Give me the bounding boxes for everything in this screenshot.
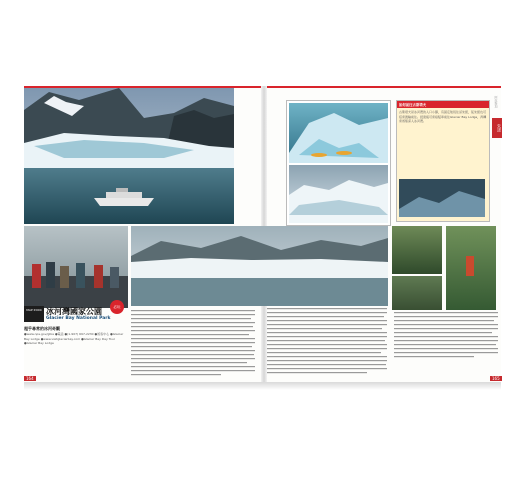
right-top-band	[267, 86, 501, 88]
page-shadow	[24, 382, 501, 390]
sidebar-title: 如何前往古斯塔夫	[397, 101, 489, 108]
section-tab: 朱諾	[492, 118, 502, 138]
title-en: Glacier Bay National Park	[46, 316, 111, 321]
wildlife-photo	[392, 276, 442, 310]
sidebar-photo-glacier	[289, 165, 388, 223]
sidebar-box	[286, 100, 391, 226]
must-see-badge: 必玩	[110, 300, 124, 314]
page-number-right: 165	[492, 376, 500, 381]
map-stamp	[24, 306, 44, 322]
info-text: ●www.nps.gov/glba ●電話 ●(1-907) 697-2230 ●遊客中心 ●Glacier Bay Lodge ●www.visitglacierbay.com ●Glacier Bay Day Tour ●Glacier Bay Lodge	[24, 332, 124, 345]
sidebar-photo-small	[399, 179, 485, 217]
body-text-mid	[267, 308, 389, 380]
title-cn: 冰河灣國家公園	[46, 307, 102, 316]
glacier-photo-wide	[131, 226, 388, 306]
title-block	[24, 306, 128, 326]
glacier-photo-main	[24, 88, 234, 224]
trail-photo	[446, 226, 496, 310]
passengers-photo	[24, 226, 128, 308]
sidebar-body-text: 古斯塔夫是冰河灣的入口小鎮，有固定航班往返朱諾，從朱諾也可搭乘渡輪前往。抵達後可乘接駁車前往Glacier Bay Lodge，再轉乘遊船深入冰河灣。	[399, 110, 487, 123]
subtitle: 超乎尋常的冰河奇觀	[24, 326, 60, 331]
sidebar-photo-kayak	[289, 103, 388, 163]
body-text-left	[131, 310, 257, 380]
stamp-icon: MAP P.000	[26, 308, 42, 312]
page-number-left: 164	[26, 376, 34, 381]
sidebar-info-box	[396, 100, 490, 222]
section-label: 阿拉斯加	[494, 96, 498, 108]
forest-photo	[392, 226, 442, 274]
body-text-right	[394, 312, 500, 380]
